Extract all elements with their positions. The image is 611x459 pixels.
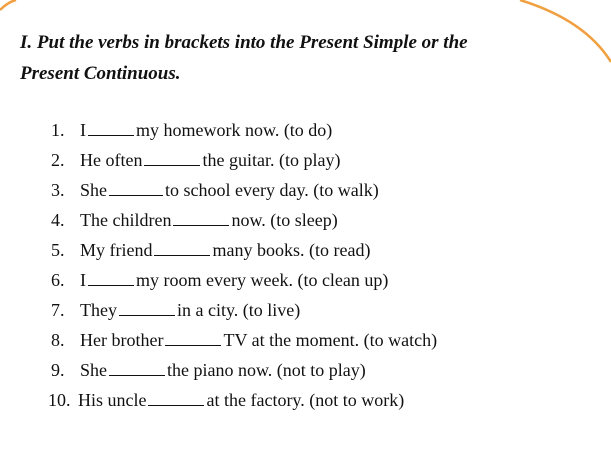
- item-number: 4.: [51, 210, 65, 230]
- item-sentence: [80, 235, 370, 265]
- item-sentence: [80, 115, 332, 145]
- sentence-end: my homework now. (to do): [136, 120, 333, 140]
- item-number: 8.: [51, 330, 65, 350]
- item-number: 10.: [48, 390, 71, 410]
- exercise-item-7: [0, 295, 611, 325]
- exercise-item-1: [0, 115, 611, 145]
- sentence-start: I: [80, 270, 86, 290]
- item-sentence: [78, 385, 404, 415]
- sentence-end: the guitar. (to play): [202, 150, 341, 170]
- item-number: 5.: [51, 240, 65, 260]
- item-sentence: [80, 265, 388, 295]
- exercise-heading: [20, 27, 595, 89]
- answer-blank[interactable]: [165, 344, 221, 346]
- sentence-end: at the factory. (not to work): [206, 390, 405, 410]
- answer-blank[interactable]: [88, 284, 134, 286]
- answer-blank[interactable]: [88, 134, 134, 136]
- item-sentence: [80, 175, 379, 205]
- exercise-item-5: [0, 235, 611, 265]
- item-number: 7.: [51, 300, 65, 320]
- item-sentence: [80, 205, 338, 235]
- exercise-item-4: [0, 205, 611, 235]
- item-sentence: [80, 355, 366, 385]
- sentence-end: now. (to sleep): [231, 210, 338, 230]
- exercise-item-10: [0, 385, 611, 415]
- exercise-item-9: [0, 355, 611, 385]
- sentence-start: He often: [80, 150, 143, 170]
- heading-line-2: Present Continuous.: [20, 63, 181, 84]
- sentence-start: They: [80, 300, 117, 320]
- answer-blank[interactable]: [109, 194, 163, 196]
- item-number: 9.: [51, 360, 65, 380]
- exercise-list: [0, 115, 611, 415]
- sentence-start: I: [80, 120, 86, 140]
- answer-blank[interactable]: [154, 254, 210, 256]
- answer-blank[interactable]: [148, 404, 204, 406]
- exercise-item-6: [0, 265, 611, 295]
- sentence-end: TV at the moment. (to watch): [223, 330, 438, 350]
- item-sentence: [80, 325, 437, 355]
- sentence-end: to school every day. (to walk): [165, 180, 379, 200]
- sentence-start: My friend: [80, 240, 153, 260]
- item-number: 1.: [51, 120, 65, 140]
- item-number: 2.: [51, 150, 65, 170]
- item-sentence: [80, 145, 340, 175]
- sentence-end: many books. (to read): [212, 240, 371, 260]
- answer-blank[interactable]: [144, 164, 200, 166]
- sentence-start: His uncle: [78, 390, 147, 410]
- sentence-end: in a city. (to live): [176, 300, 301, 320]
- item-number: 3.: [51, 180, 65, 200]
- item-sentence: [80, 295, 300, 325]
- sentence-end: my room every week. (to clean up): [136, 270, 389, 290]
- exercise-item-2: [0, 145, 611, 175]
- sentence-start: Her brother: [80, 330, 164, 350]
- sentence-start: The children: [80, 210, 172, 230]
- answer-blank[interactable]: [173, 224, 229, 226]
- heading-line-1: I. Put the verbs in brackets into the Present Simple or the: [20, 32, 468, 53]
- answer-blank[interactable]: [109, 374, 165, 376]
- exercise-item-8: [0, 325, 611, 355]
- answer-blank[interactable]: [119, 314, 175, 316]
- sentence-start: She: [80, 360, 107, 380]
- exercise-item-3: [0, 175, 611, 205]
- sentence-start: She: [80, 180, 107, 200]
- item-number: 6.: [51, 270, 65, 290]
- sentence-end: the piano now. (not to play): [167, 360, 366, 380]
